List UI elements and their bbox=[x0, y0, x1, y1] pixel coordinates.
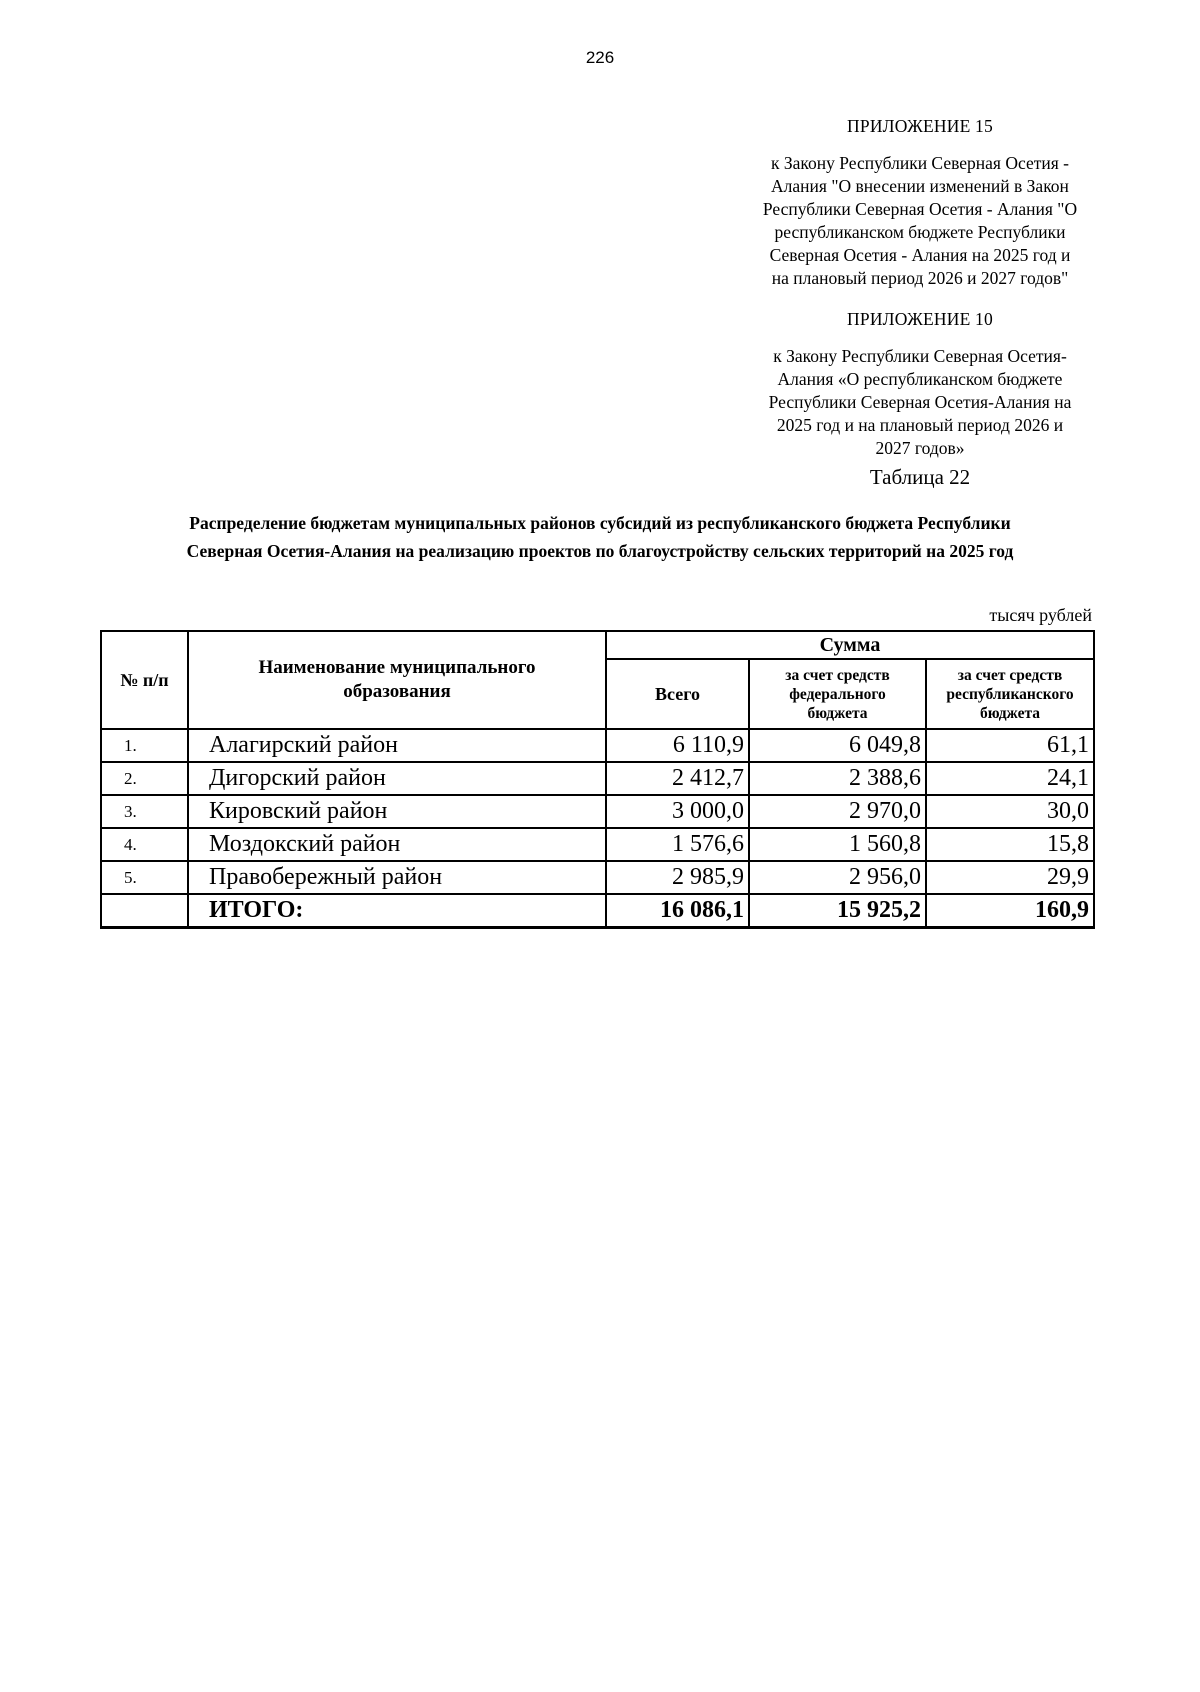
appendix-15-line: республиканском бюджете Республики bbox=[774, 222, 1066, 242]
table-row bbox=[101, 729, 1094, 762]
appendix-10-line: 2025 год и на плановый период 2026 и bbox=[776, 415, 1064, 435]
total-label: ИТОГО: bbox=[188, 894, 606, 928]
header-federal-line: федерального bbox=[789, 685, 886, 703]
appendix-10-line: Алания «О республиканском бюджете bbox=[777, 369, 1063, 389]
page-number: 226 bbox=[585, 48, 615, 67]
header-municipality-line: Наименование муниципального bbox=[258, 657, 536, 678]
row-total: 2 412,7 bbox=[606, 762, 749, 795]
appendix-15-block bbox=[740, 115, 1100, 290]
table-number: Таблица 22 bbox=[869, 465, 971, 489]
header-municipality bbox=[188, 631, 606, 729]
row-number: 3. bbox=[101, 795, 188, 828]
table-row bbox=[101, 795, 1094, 828]
row-federal: 6 049,8 bbox=[749, 729, 926, 762]
subsidy-table bbox=[100, 630, 1095, 929]
row-total: 2 985,9 bbox=[606, 861, 749, 894]
units-label: тысяч рублей bbox=[989, 605, 1092, 625]
row-total: 1 576,6 bbox=[606, 828, 749, 861]
header-republic bbox=[926, 659, 1094, 729]
row-number: 2. bbox=[101, 762, 188, 795]
row-municipality: Моздокский район bbox=[188, 828, 606, 861]
row-federal: 2 388,6 bbox=[749, 762, 926, 795]
appendix-15-title: ПРИЛОЖЕНИЕ 15 bbox=[847, 116, 993, 136]
row-republic: 61,1 bbox=[926, 729, 1094, 762]
row-republic: 29,9 bbox=[926, 861, 1094, 894]
header-number: № п/п bbox=[101, 631, 188, 729]
total-federal: 15 925,2 bbox=[749, 894, 926, 928]
row-number: 4. bbox=[101, 828, 188, 861]
total-republic: 160,9 bbox=[926, 894, 1094, 928]
row-federal: 1 560,8 bbox=[749, 828, 926, 861]
table-row bbox=[101, 828, 1094, 861]
total-total: 16 086,1 bbox=[606, 894, 749, 928]
appendix-10-title: ПРИЛОЖЕНИЕ 10 bbox=[847, 309, 993, 329]
table-row bbox=[101, 762, 1094, 795]
appendix-15-line: на плановый период 2026 и 2027 годов" bbox=[771, 268, 1069, 288]
row-municipality: Правобережный район bbox=[188, 861, 606, 894]
header-federal-line: бюджета bbox=[807, 704, 868, 722]
row-municipality: Дигорский район bbox=[188, 762, 606, 795]
document-title bbox=[95, 509, 1105, 565]
header-republic-line: бюджета bbox=[979, 704, 1041, 722]
row-federal: 2 970,0 bbox=[749, 795, 926, 828]
appendix-15-line: Северная Осетия - Алания на 2025 год и bbox=[769, 245, 1071, 265]
appendix-10-line: к Закону Республики Северная Осетия- bbox=[773, 346, 1067, 366]
row-municipality: Алагирский район bbox=[188, 729, 606, 762]
appendix-15-line: Республики Северная Осетия - Алания "О bbox=[762, 199, 1078, 219]
row-municipality: Кировский район bbox=[188, 795, 606, 828]
row-republic: 15,8 bbox=[926, 828, 1094, 861]
appendix-10-block bbox=[740, 308, 1100, 460]
header-federal bbox=[749, 659, 926, 729]
appendix-15-line: к Закону Республики Северная Осетия - bbox=[771, 153, 1069, 173]
header-sum: Сумма bbox=[606, 631, 1094, 659]
document-title-line: Распределение бюджетам муниципальных районов субсидий из республиканского бюджета Республики bbox=[189, 513, 1011, 533]
total-row bbox=[101, 894, 1094, 928]
row-total: 6 110,9 bbox=[606, 729, 749, 762]
header-federal-line: за счет средств bbox=[785, 666, 890, 684]
appendix-10-line: Республики Северная Осетия-Алания на bbox=[768, 392, 1072, 412]
row-republic: 24,1 bbox=[926, 762, 1094, 795]
table-row bbox=[101, 861, 1094, 894]
appendix-15-line: Алания "О внесении изменений в Закон bbox=[771, 176, 1069, 196]
header-total: Всего bbox=[606, 659, 749, 729]
row-number: 1. bbox=[101, 729, 188, 762]
header-republic-line: республиканского bbox=[946, 685, 1074, 703]
appendix-10-line: 2027 годов» bbox=[875, 438, 965, 458]
header-municipality-line: образования bbox=[343, 681, 451, 702]
row-number: 5. bbox=[101, 861, 188, 894]
row-republic: 30,0 bbox=[926, 795, 1094, 828]
document-title-line: Северная Осетия-Алания на реализацию проектов по благоустройству сельских территорий на 2025 год bbox=[186, 541, 1014, 561]
total-number bbox=[101, 894, 188, 928]
row-federal: 2 956,0 bbox=[749, 861, 926, 894]
header-republic-line: за счет средств bbox=[957, 666, 1063, 684]
row-total: 3 000,0 bbox=[606, 795, 749, 828]
